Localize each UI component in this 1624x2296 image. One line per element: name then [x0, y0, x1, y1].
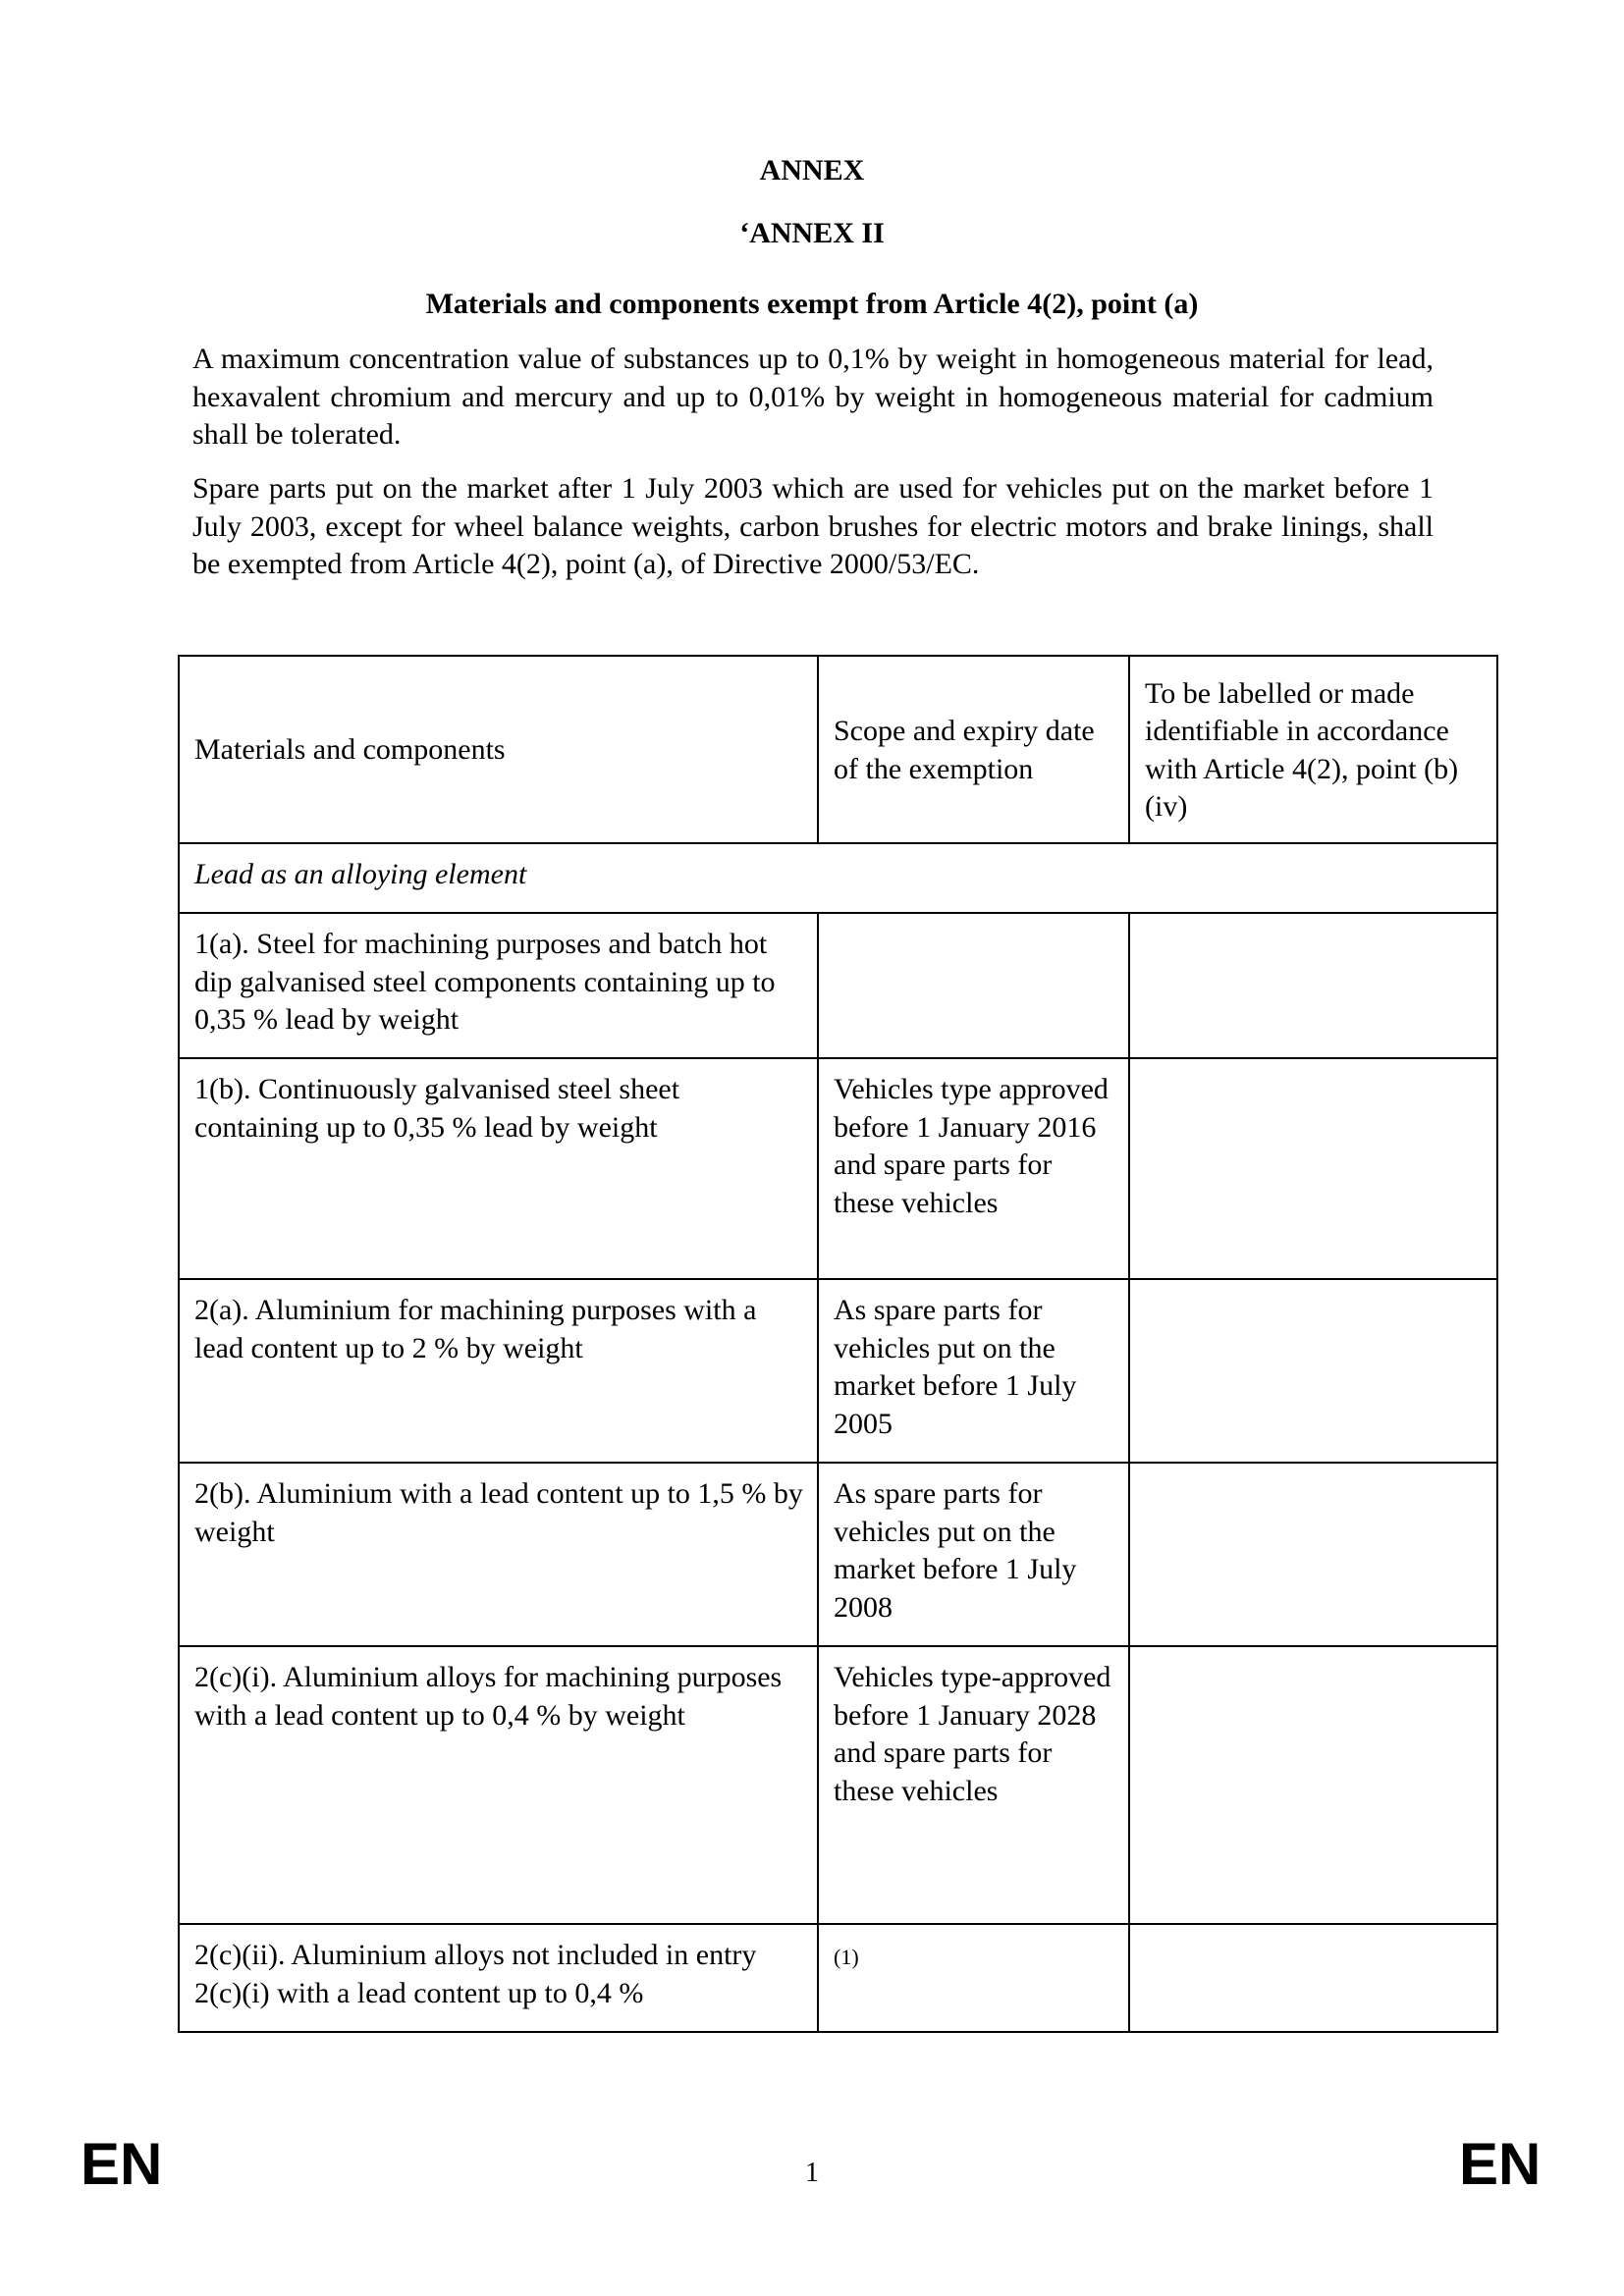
material-cell: 1(b). Continuously galvanised steel sheet containing up to 0,35 % lead by weight: [179, 1058, 818, 1279]
header-scope: Scope and expiry date of the exemption: [818, 656, 1129, 843]
spare-parts-paragraph: Spare parts put on the market after 1 July 2003 which are used for vehicles put on the market before 1 July 2003, except for wheel balance weights, carbon brushes for electric motors and brake linings, shall be exempted from Article 4(2), point (a), of Directive 2000/53/EC.: [192, 472, 1434, 580]
language-marker-right: EN: [1459, 2131, 1542, 2197]
label-cell: [1129, 913, 1497, 1058]
section-label: Lead as an alloying element: [179, 843, 1497, 913]
table-row: [179, 1463, 1497, 1646]
annex-title: Materials and components exempt from Article 4(2), point (a): [425, 288, 1199, 320]
header-labelling: To be labelled or made identifiable in accordance with Article 4(2), point (b)(iv): [1129, 656, 1497, 843]
concentration-paragraph: A maximum concentration value of substances up to 0,1% by weight in homogeneous material for lead, hexavalent chromium and mercury and up to 0,01% by weight in homogeneous material for cadmium shall be tolerated.: [192, 343, 1434, 451]
table-row: [179, 1924, 1497, 2032]
footnote-reference[interactable]: (1): [834, 1945, 859, 1969]
page-number: 1: [805, 2158, 819, 2188]
label-cell: [1129, 1646, 1497, 1924]
material-cell: 2(a). Aluminium for machining purposes with a lead content up to 2 % by weight: [179, 1279, 818, 1463]
scope-cell: As spare parts for vehicles put on the market before 1 July 2005: [818, 1279, 1129, 1463]
scope-cell: [818, 1924, 1129, 2032]
material-cell: 2(c)(i). Aluminium alloys for machining purposes with a lead content up to 0,4 % by weight: [179, 1646, 818, 1924]
annex-ii-heading: ‘ANNEX II: [739, 217, 885, 249]
table-header-row: [179, 656, 1497, 843]
header-materials: Materials and components: [179, 656, 818, 843]
table-row: [179, 1646, 1497, 1924]
material-cell: 1(a). Steel for machining purposes and batch hot dip galvanised steel components containing up to 0,35 % lead by weight: [179, 913, 818, 1058]
language-marker-left: EN: [81, 2131, 163, 2197]
label-cell: [1129, 1924, 1497, 2032]
label-cell: [1129, 1279, 1497, 1463]
table-row: [179, 1279, 1497, 1463]
table-row: [179, 1058, 1497, 1279]
scope-cell: [818, 913, 1129, 1058]
exemptions-table: [178, 655, 1498, 2033]
table-section-row: [179, 843, 1497, 913]
scope-cell: As spare parts for vehicles put on the market before 1 July 2008: [818, 1463, 1129, 1646]
label-cell: [1129, 1058, 1497, 1279]
scope-cell: Vehicles type-approved before 1 January 2028 and spare parts for these vehicles: [818, 1646, 1129, 1924]
annex-heading: ANNEX: [759, 154, 865, 187]
table-row: [179, 913, 1497, 1058]
material-cell: 2(c)(ii). Aluminium alloys not included in entry 2(c)(i) with a lead content up to 0,4 %: [179, 1924, 818, 2032]
label-cell: [1129, 1463, 1497, 1646]
material-cell: 2(b). Aluminium with a lead content up to 1,5 % by weight: [179, 1463, 818, 1646]
scope-cell: Vehicles type approved before 1 January 2016 and spare parts for these vehicles: [818, 1058, 1129, 1279]
